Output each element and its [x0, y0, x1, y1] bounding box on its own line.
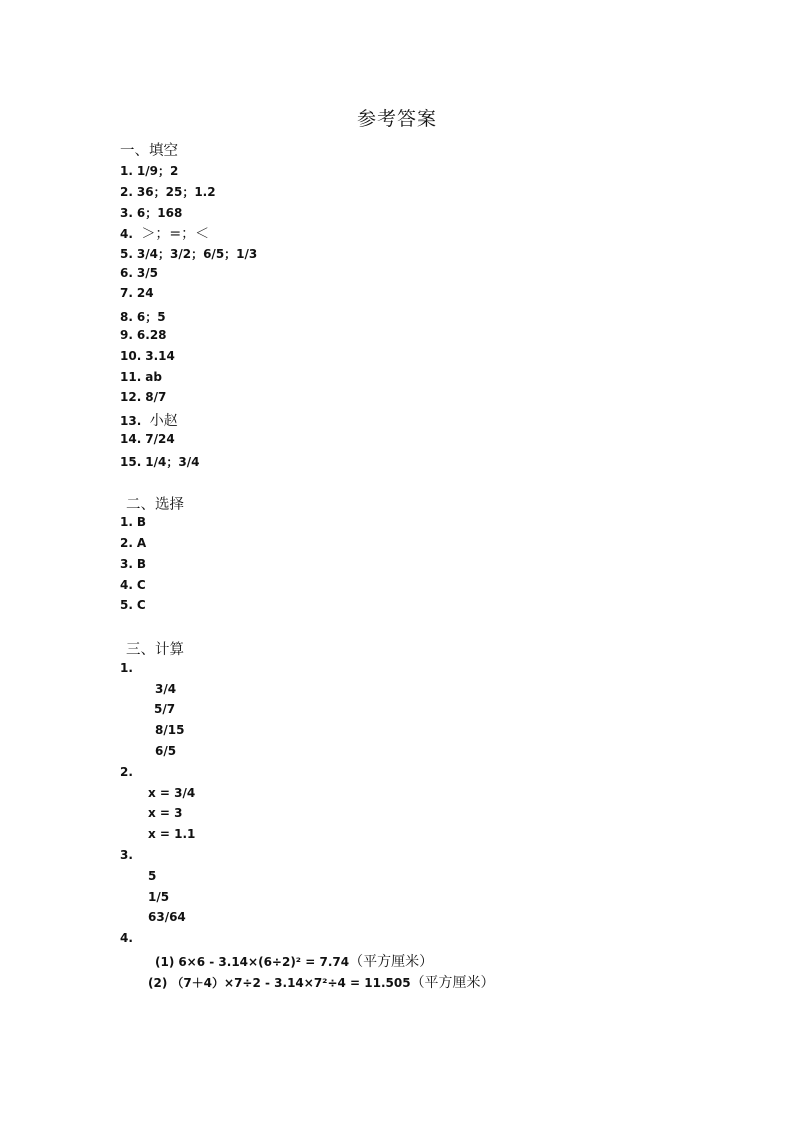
choice-answer-4: 4. C: [120, 578, 146, 592]
calc-question-2-number: 2.: [120, 765, 133, 779]
choice-answer-1: 1. B: [120, 515, 147, 529]
fill-answer-3: 3. 6；168: [120, 206, 183, 220]
calc-q1-answer-2: 5/7: [154, 702, 176, 716]
fill-answer-13: 13. 小赵: [120, 413, 178, 429]
calc-q2-answer-1: x = 3/4: [148, 786, 196, 800]
calc-q3-answer-1: 5: [148, 869, 157, 883]
section-heading-calc: 三、计算: [126, 642, 184, 658]
section-heading-fill: 一、填空: [120, 143, 178, 159]
fill-answer-12: 12. 8/7: [120, 390, 167, 404]
fill-answer-7: 7. 24: [120, 286, 154, 300]
fill-answer-11: 11. ab: [120, 370, 162, 384]
choice-answer-2: 2. A: [120, 536, 147, 550]
calc-q1-answer-4: 6/5: [155, 744, 177, 758]
fill-answer-6: 6. 3/5: [120, 266, 159, 280]
calc-q4-answer-2: (2) （7＋4）×7÷2 - 3.14×7²÷4 = 11.505（平方厘米）: [148, 975, 495, 991]
calc-q1-answer-1: 3/4: [155, 682, 177, 696]
fill-answer-1: 1. 1/9；2: [120, 164, 179, 178]
page-title: 参考答案: [356, 108, 437, 130]
calc-question-3-number: 3.: [120, 848, 133, 862]
calc-question-4-number: 4.: [120, 931, 133, 945]
calc-q2-answer-2: x = 3: [148, 806, 183, 820]
fill-answer-15: 15. 1/4；3/4: [120, 455, 200, 469]
calc-q4-answer-1: (1) 6×6 - 3.14×(6÷2)² = 7.74（平方厘米）: [155, 954, 434, 970]
calc-q2-answer-3: x = 1.1: [148, 827, 196, 841]
fill-answer-10: 10. 3.14: [120, 349, 175, 363]
fill-answer-4: 4. ＞；=；＜: [120, 226, 210, 242]
calc-q1-answer-3: 8/15: [155, 723, 185, 737]
fill-answer-5: 5. 3/4；3/2；6/5；1/3: [120, 247, 258, 261]
choice-answer-5: 5. C: [120, 598, 146, 612]
calc-q3-answer-3: 63/64: [148, 910, 186, 924]
fill-answer-9: 9. 6.28: [120, 328, 167, 342]
calc-q3-answer-2: 1/5: [148, 890, 170, 904]
fill-answer-2: 2. 36；25；1.2: [120, 185, 216, 199]
section-heading-choice: 二、选择: [126, 497, 184, 513]
fill-answer-8: 8. 6；5: [120, 310, 166, 324]
choice-answer-3: 3. B: [120, 557, 147, 571]
fill-answer-14: 14. 7/24: [120, 432, 175, 446]
calc-question-1-number: 1.: [120, 661, 133, 675]
